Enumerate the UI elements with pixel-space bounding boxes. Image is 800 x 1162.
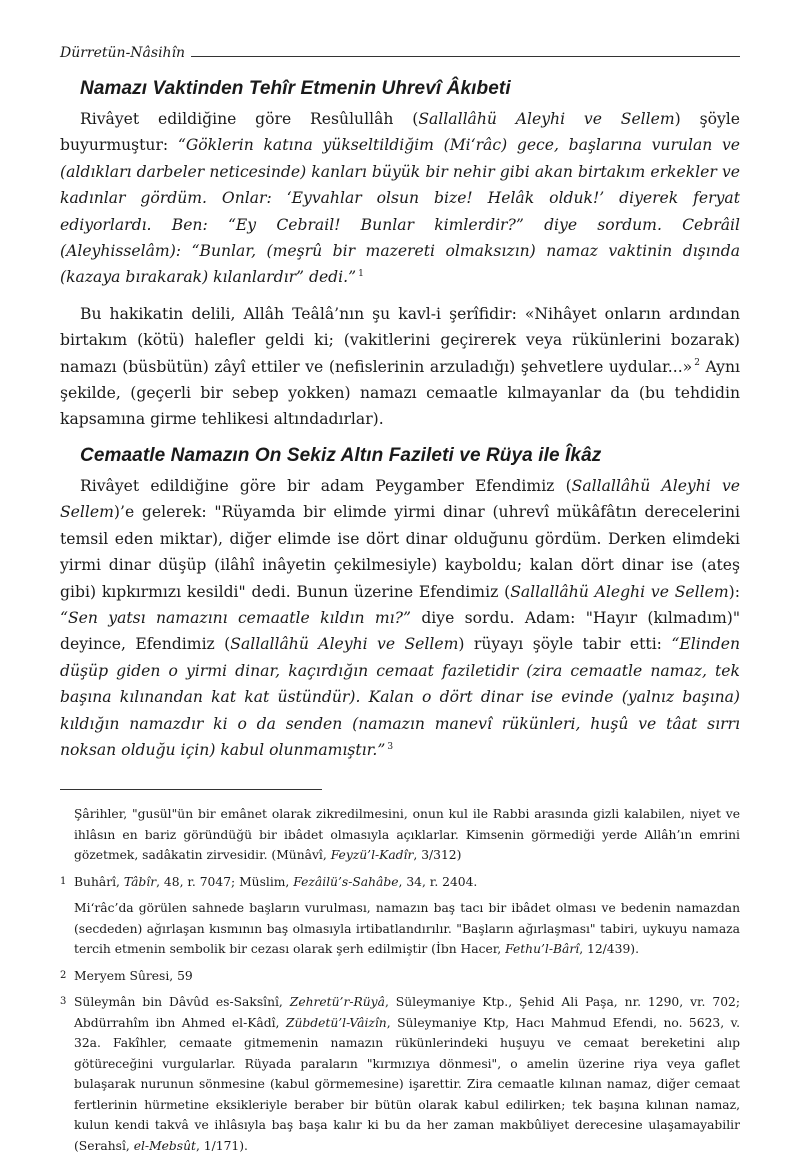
section-title-2: Cemaatle Namazın On Sekiz Altın Fazileti ve Rüya ile Îkâz	[80, 444, 602, 466]
text-span: Buhârî,	[74, 874, 124, 889]
italic-span: el-Mebsût	[133, 1138, 196, 1153]
running-title: Dürretün-Nâsihîn	[60, 45, 186, 61]
text-span: Aynı şekilde, (geçerli bir sebep yokken) namazı cemaatle kılmayanlar da (bu tehdidin kapsamına girme tehlikesi altındadırlar).	[60, 357, 740, 429]
italic-span: Zehretü’r-Rüyâ	[289, 995, 385, 1010]
italic-span: Zübdetü’l-Vâizîn	[285, 1015, 387, 1030]
text-span: Rivâyet edildiğine göre bir adam Peygamber Efendimiz (	[80, 476, 572, 495]
footnote-1-number: 1	[60, 875, 67, 887]
text-span: , 12/439).	[579, 942, 639, 957]
footnote-1-text	[74, 875, 477, 889]
text-span: Şârihler, "gusül"ün bir emânet olarak zikredilmesini, onun kul ile Rabbi arasında gizli kalabilen, niyet ve ihlâsın en bariz göründüğü bir ibâdet olmasıyla açıklarlar. Kimsenin görmediği yerde Allâh’ın emrini gözetmek, sadâkatin zirvesidir. (Münâvî,	[74, 807, 740, 863]
italic-span: Sallallâhü Aleyhi ve Sellem	[60, 476, 740, 522]
italic-span: Sallallâhü Aleyhi ve Sellem	[230, 635, 459, 654]
text-span: Bu hakikatin delili, Allâh Teâlâ’nın şu kavl-i şerîfidir: «Nihâyet onların ardından birtakım (kötü) halefler geldi ki; (vakitlerini geçirerek veya rükünlerini bozarak) namazı (büsbütün) zâyî ettiler ve (nefislerinin arzuladığı) şehvetlere uydular...»	[60, 304, 740, 376]
text-span: ):	[728, 582, 740, 601]
footnote-ref: 1	[358, 269, 364, 280]
italic-span: Fethu’l-Bârî	[505, 942, 580, 957]
italic-span: Feyzü’l-Kadîr	[330, 848, 414, 863]
footnote-1-note	[74, 898, 740, 960]
footnote-separator	[60, 789, 322, 790]
text-span: ) şöyle buyurmuştur:	[60, 110, 740, 155]
footnote-ref: 3	[387, 741, 394, 752]
italic-span: Sallallâhü Aleyhi ve Sellem	[418, 110, 675, 128]
text-span: diye sordu. Adam: "Hayır (kılmadım)" deyince, Efendimiz (	[60, 608, 740, 654]
footnote-1	[60, 872, 740, 893]
italic-span: “Elinden düşüp giden o yirmi dinar, kaçırdığın cemaat faziletidir (zira cemaatle namaz, tek başına kılınandan kat kat üstündür). Kalan o dört dinar ise evinde (yalnız başına) kıldığın namazdır ki o da senden (namazın manevî rükünleri, huşû ve tâat sırrı noksan olduğu için) kabul olunmamıştır.”	[60, 635, 740, 759]
text-span: Mi‘râc’da görülen sahnede başların vurulması, namazın baş tacı bir ibâdet olması ve bedenin namazdan (secdeden) ağırlaşan kısmının baş olmasıyla irtibatlandırılır. "Başların ağırlaşması" tabiri, uykuyu namaza tercih etmenin sembolik bir cezası olarak şerh edilmiştir (İbn Hacer,	[74, 901, 740, 957]
section2-paragraph-1	[60, 473, 740, 763]
text-span: Meryem Sûresi, 59	[74, 968, 193, 983]
footnote-2-number: 2	[60, 969, 67, 981]
footnotes	[60, 804, 740, 1156]
italic-span: Sallallâhü Aleghi ve Sellem	[510, 582, 729, 601]
italic-span: “Sen yatsı namazını cemaatle kıldın mı?”	[60, 608, 411, 627]
italic-span: Fezâilü’s-Sahâbe	[293, 874, 399, 889]
footnote-3	[60, 992, 740, 1156]
text-span: Rivâyet edildiğine göre Resûlullâh (	[80, 110, 419, 128]
text-span: Süleymân bin Dâvûd es-Saksînî,	[74, 995, 290, 1010]
footnote-intro	[74, 804, 740, 866]
text-span: ) rüyayı şöyle tabir etti:	[458, 635, 672, 654]
section-title-1: Namazı Vaktinden Tehîr Etmenin Uhrevî Âkıbeti	[80, 78, 511, 99]
section1-paragraph-2	[60, 301, 740, 433]
text-span: , Süleymaniye Ktp, Hacı Mahmud Efendi, no. 5623, v. 32a. Fakîhler, cemaate gitmemenin namazın rükünlerindeki huşuyu ve cemaat bereketini alıp götüreceğini vurgularlar. Rüyada paraların "kırmızıya dönmesi", o amelin üzerine riya veya gaflet bulaşarak nurunun sönmesine (kabul görmemesine) işarettir. Zira cemaatle kılınan namaz, diğer cemaat fertlerinin hürmetine eksikleriyle beraber bir bütün olarak kabul edilirken; tek başına kılınan namaz, kulun kendi takvâ ve ihlâsıyla baş başa kalır ki bu da her zaman makbûliyet derecesine ulaşamayabilir (Serahsî,	[74, 1015, 740, 1153]
text-span: , 1/171).	[195, 1138, 248, 1153]
running-header	[60, 40, 740, 66]
section1-paragraph-1	[60, 106, 740, 291]
footnote-3-text	[74, 995, 740, 1153]
footnote-2-text	[74, 969, 193, 983]
header-rule	[191, 56, 740, 57]
italic-span: “Göklerin katına yükseltildiğim (Mi‘râc) gece, başlarına vurulan ve (aldıkları darbeler neticesinde) kanları büyük bir nehir gibi akan birtakım erkekler ve kadınlar gördüm. Onlar: ‘Eyvahlar olsun bize! Helâk olduk!’ diyerek feryat ediyorlardı. Ben: “Ey Cebrail! Bunlar kimlerdir?” diye sordum. Cebrâil (Aleyhisselâm): “Bunlar, (meşrû bir mazereti olmaksızın) namaz vaktinin dışında (kazaya bırakarak) kılanlardır” dedi.”	[60, 136, 740, 287]
text-span: , 34, r. 2404.	[398, 874, 478, 889]
text-span: , Süleymaniye Ktp., Şehid Ali Paşa, nr. 1290, vr. 702; Abdürrahîm ibn Ahmed el-Kâdî,	[74, 995, 741, 1030]
page	[60, 40, 740, 1162]
text-span: , 3/312)	[413, 848, 462, 863]
text-span: , 48, r. 7047; Müslim,	[156, 874, 294, 889]
italic-span: Tâbîr	[123, 874, 157, 889]
text-span: )’e gelerek: "Rüyamda bir elimde yirmi dinar (uhrevî mükâfâtın derecelerini temsil eden miktar), diğer elimde ise dört dinar olduğunu gördüm. Derken elimdeki yirmi dinar düşüp (ilâhî inâyetin çekilmesiyle) kayboldu; kalan dört dinar ise (ateş gibi) kıpkırmızı kesildi" dedi. Bunun üzerine Efendimiz (	[60, 503, 740, 601]
footnote-2	[60, 966, 740, 987]
footnote-ref: 2	[694, 358, 700, 369]
footnote-3-number: 3	[60, 996, 67, 1008]
